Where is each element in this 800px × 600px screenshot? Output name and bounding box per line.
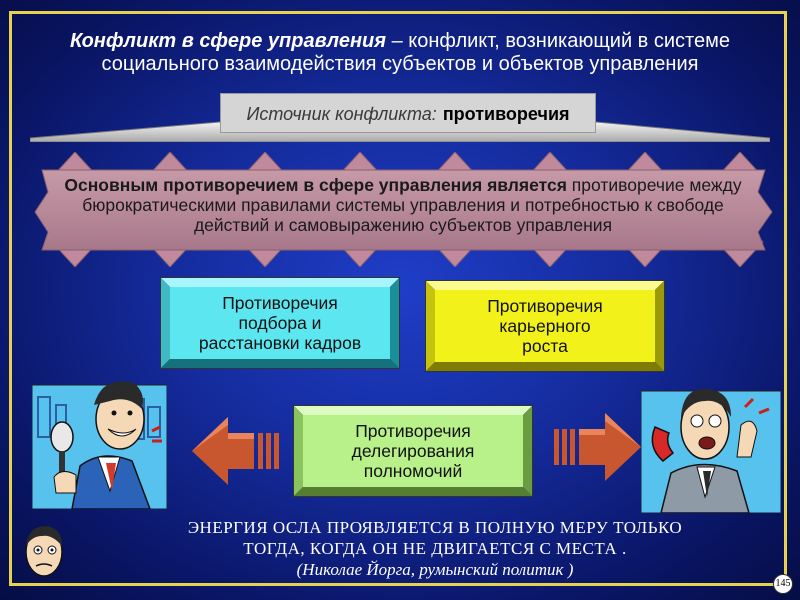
main-contradiction-text <box>46 175 760 235</box>
caller-with-phone-illustration <box>641 377 781 513</box>
box-staffing-contradictions <box>160 277 400 369</box>
left-arrow-icon <box>192 417 288 485</box>
quote-line-2: ТОГДА, КОГДА ОН НЕ ДВИГАЕТСЯ С МЕСТА . <box>243 539 627 558</box>
thinking-man-face-illustration <box>18 522 68 582</box>
source-value: противоречия <box>442 104 570 124</box>
box-staffing-line1: Противоречия <box>222 293 338 313</box>
box-delegation-line1: Противоречия <box>355 421 471 441</box>
title-definition: – конфликт, возникающий в системе социального взаимодействия субъектов и объектов управления <box>101 30 730 75</box>
title-term: Конфликт в сфере управления <box>70 30 387 52</box>
right-arrow-icon <box>545 413 641 481</box>
box-staffing-line3: расстановки кадров <box>198 333 362 353</box>
slide-title <box>20 30 780 76</box>
quote-block <box>140 517 730 581</box>
quote-line-1: ЭНЕРГИЯ ОСЛА ПРОЯВЛЯЕТСЯ В ПОЛНУЮ МЕРУ ТОЛЬКО <box>187 518 683 537</box>
box-delegation-line3: полномочий <box>363 461 463 481</box>
main-contradiction-rest: противоречие между бюрократическими правилами системы управления и потребностью к свободе действий и самовыражению субъектов управления <box>82 175 742 235</box>
box-career-contradictions <box>425 280 665 372</box>
box-career-line3: роста <box>522 336 568 356</box>
speaker-with-microphone-illustration <box>32 371 167 509</box>
box-career-line1: Противоречия <box>487 296 603 316</box>
box-delegation-line2: делегирования <box>351 441 475 461</box>
quote-author: (Николае Йорга, румынский политик ) <box>296 560 574 579</box>
box-delegation-contradictions <box>293 405 533 497</box>
source-label <box>220 93 596 133</box>
page-number: 145 <box>773 574 793 594</box>
box-career-line2: карьерного <box>499 316 591 336</box>
main-contradiction-bold: Основным противоречием в сфере управления является <box>64 175 567 195</box>
box-staffing-line2: подбора и <box>238 313 322 333</box>
source-prefix: Источник конфликта: <box>246 104 437 124</box>
